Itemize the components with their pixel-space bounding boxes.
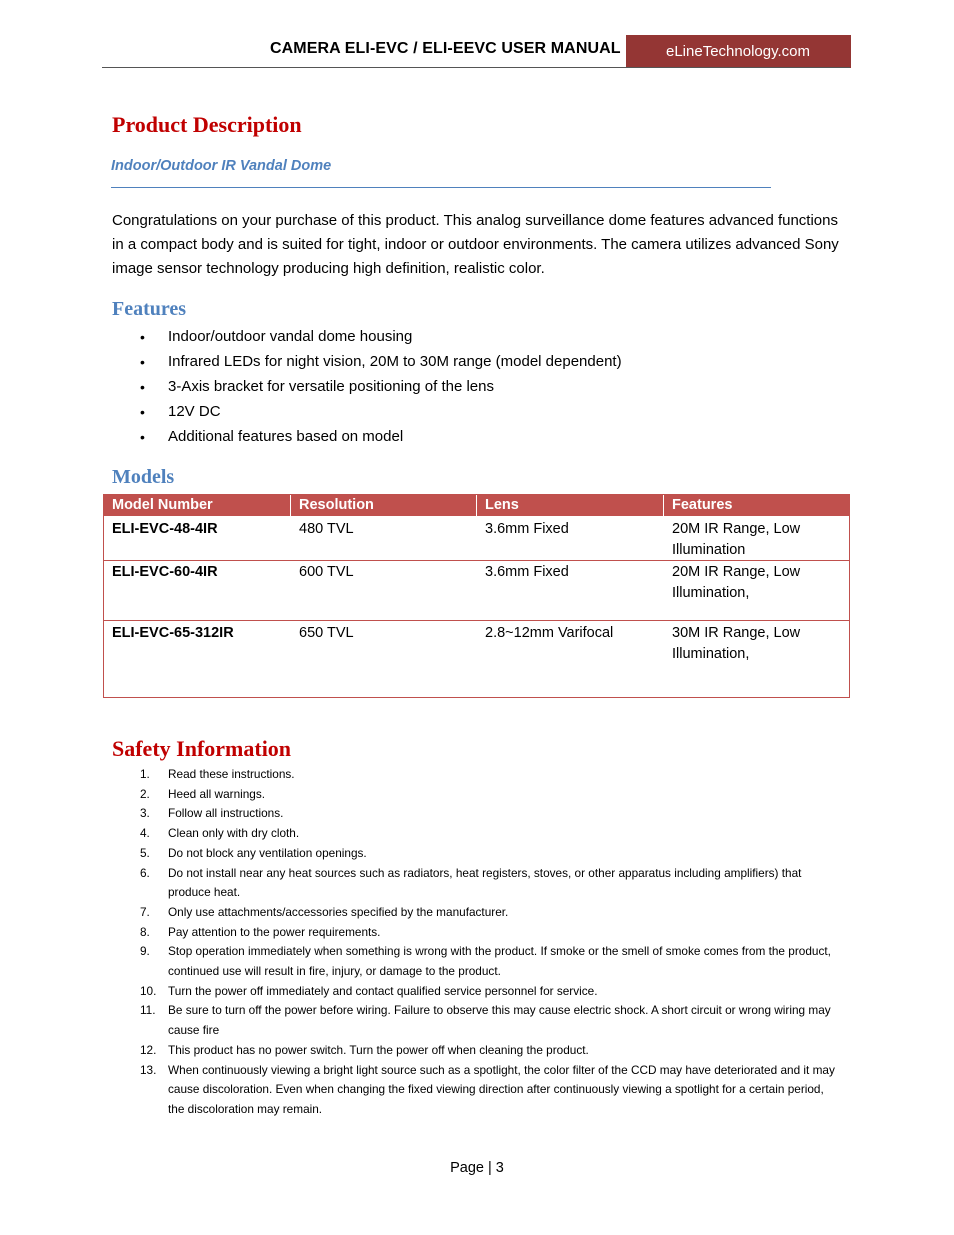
- safety-item-text: Read these instructions.: [168, 767, 295, 781]
- safety-item-number: 8.: [140, 924, 150, 939]
- column-header-features: Features: [672, 497, 733, 513]
- safety-item-text: Clean only with dry cloth.: [168, 826, 300, 841]
- safety-item-text: Do not block any ventilation openings.: [168, 845, 367, 860]
- cell-model: ELI-EVC-60-4IR: [112, 564, 218, 580]
- safety-item-number: 6.: [140, 865, 150, 880]
- safety-item-number: 9.: [140, 944, 150, 959]
- bullet-icon: •: [140, 354, 145, 370]
- table-row: [104, 560, 849, 620]
- cell-model: ELI-EVC-48-4IR: [112, 521, 218, 537]
- manual-title: CAMERA ELI-EVC / ELI-EEVC USER MANUAL: [270, 40, 621, 57]
- product-subtitle: Indoor/Outdoor IR Vandal Dome: [111, 158, 332, 174]
- header-divider: [476, 495, 477, 516]
- safety-item-text: Heed all warnings.: [168, 786, 266, 801]
- intro-paragraph: Congratulations on your purchase of this product. This analog surveillance dome features advanced functions in a compact body and is suited for tight, indoor or outdoor environments. The camera utilizes advanced Sony image sensor technology producing high definition, realistic color.: [112, 212, 839, 277]
- safety-item-number: 7.: [140, 904, 150, 919]
- table-header-row: [104, 495, 849, 516]
- page-number: Page | 3: [450, 1160, 504, 1176]
- feature-item: [112, 400, 622, 425]
- product-description-heading: Product Description: [112, 112, 302, 137]
- column-header-model: Model Number: [112, 497, 213, 513]
- safety-item-number: 3.: [140, 806, 150, 821]
- safety-item: [112, 923, 842, 943]
- table-row: [104, 517, 849, 560]
- table-row: [104, 621, 849, 697]
- feature-text: Infrared LEDs for night vision, 20M to 30M range (model dependent): [168, 353, 622, 370]
- safety-item-text: Pay attention to the power requirements.: [168, 924, 381, 939]
- bullet-icon: •: [140, 404, 145, 420]
- cell-resolution: 600 TVL: [299, 564, 354, 580]
- safety-item: [112, 804, 842, 824]
- cell-lens: 2.8~12mm Varifocal: [485, 625, 614, 641]
- safety-item: [112, 982, 842, 1002]
- safety-item-number: 4.: [140, 826, 150, 841]
- cell-features: 20M IR Range, Low Illumination,: [672, 564, 801, 601]
- cell-resolution: 480 TVL: [299, 521, 354, 537]
- safety-item-text: Be sure to turn off the power before wiring. Failure to observe this may cause electric shock. A short circuit or wrong wiring may cause fire: [168, 1003, 831, 1038]
- models-table: [103, 494, 850, 698]
- safety-item: [112, 824, 842, 844]
- safety-item: [112, 903, 842, 923]
- feature-item: [112, 350, 622, 375]
- website-label: eLineTechnology.com: [626, 35, 850, 67]
- models-heading: Models: [112, 466, 175, 488]
- features-list: [112, 325, 622, 450]
- safety-item: [112, 765, 842, 785]
- safety-item-text: Follow all instructions.: [168, 806, 284, 821]
- bullet-icon: •: [140, 379, 145, 395]
- bullet-icon: •: [140, 329, 145, 345]
- safety-item-text: Only use attachments/accessories specified by the manufacturer.: [168, 904, 509, 919]
- cell-resolution: 650 TVL: [299, 625, 354, 641]
- safety-item-text: When continuously viewing a bright light source such as a spotlight, the color filter of the CCD may have deteriorated and it may cause discoloration. Even when changing the fixed viewing direction after continuously viewing a spotlight for a certain period, the discoloration may remain.: [168, 1062, 835, 1116]
- header-accent-edge: [849, 35, 851, 68]
- safety-item-number: 11.: [140, 1003, 156, 1018]
- safety-item: [112, 1041, 842, 1061]
- subtitle-rule: [111, 187, 771, 188]
- safety-item-text: Stop operation immediately when something is wrong with the product. If smoke or the smell of smoke comes from the product, continued use will result in fire, injury, or damage to the product.: [168, 944, 831, 979]
- safety-list: [112, 765, 842, 1120]
- safety-item: [112, 942, 842, 981]
- cell-model: ELI-EVC-65-312IR: [112, 625, 234, 641]
- feature-text: 3-Axis bracket for versatile positioning of the lens: [168, 378, 494, 395]
- cell-lens: 3.6mm Fixed: [485, 564, 569, 580]
- feature-item: [112, 375, 622, 400]
- feature-text: Additional features based on model: [168, 428, 404, 445]
- feature-text: Indoor/outdoor vandal dome housing: [168, 328, 413, 345]
- header-divider: [663, 495, 664, 516]
- cell-features: 30M IR Range, Low Illumination,: [672, 625, 801, 662]
- features-heading: Features: [112, 298, 187, 320]
- safety-item: [112, 864, 842, 903]
- header-divider: [290, 495, 291, 516]
- safety-item-number: 12.: [140, 1042, 157, 1057]
- bullet-icon: •: [140, 429, 145, 445]
- safety-item-number: 5.: [140, 845, 150, 860]
- safety-item: [112, 1001, 842, 1040]
- safety-item-text: Turn the power off immediately and contact qualified service personnel for service.: [168, 983, 598, 998]
- safety-heading: Safety Information: [112, 736, 292, 761]
- feature-item: [112, 425, 622, 450]
- cell-features: 20M IR Range, Low Illumination: [672, 521, 801, 558]
- column-header-lens: Lens: [485, 497, 519, 513]
- safety-item-text: This product has no power switch. Turn the power off when cleaning the product.: [168, 1042, 589, 1057]
- safety-item-number: 10.: [140, 983, 157, 998]
- column-header-resolution: Resolution: [299, 497, 374, 513]
- safety-item-text: Do not install near any heat sources such as radiators, heat registers, stoves, or other apparatus including amplifiers) that produce heat.: [168, 865, 802, 900]
- safety-item-number: 13.: [140, 1062, 157, 1077]
- safety-item-number: 2.: [140, 786, 150, 801]
- safety-item-number: 1.: [140, 767, 150, 781]
- safety-item: [112, 785, 842, 805]
- feature-text: 12V DC: [168, 403, 221, 420]
- safety-item: [112, 844, 842, 864]
- header-rule: [102, 67, 850, 68]
- feature-item: [112, 325, 622, 350]
- safety-item: [112, 1061, 842, 1120]
- cell-lens: 3.6mm Fixed: [485, 521, 569, 537]
